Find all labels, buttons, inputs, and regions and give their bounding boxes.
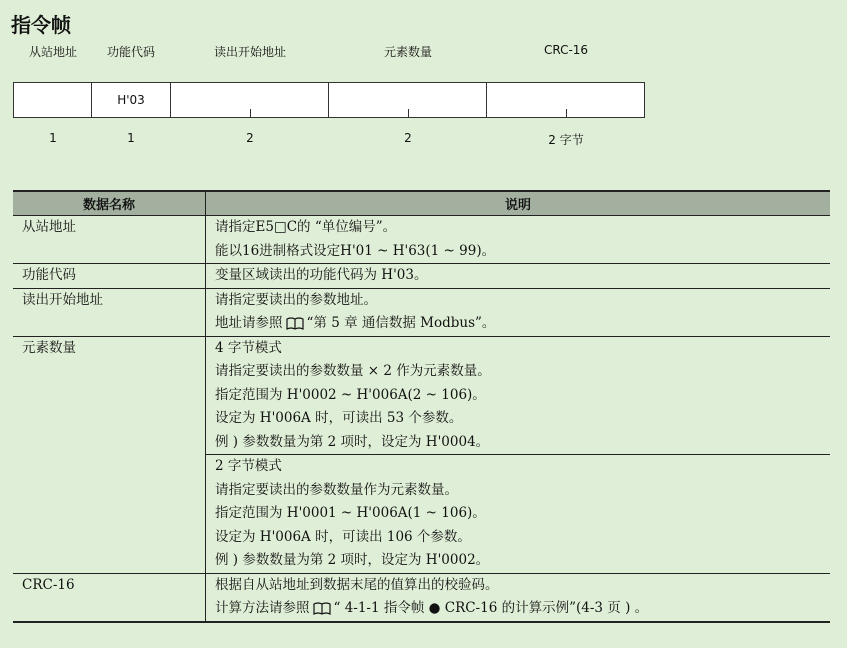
description-line: 例 ) 参数数量为第 2 项时，设定为 H'0002。: [215, 552, 490, 568]
frame-cell-start-address: [171, 83, 329, 117]
reference-link[interactable]: “ 4-1-1 指令帧 ● CRC-16 的计算示例”(4-3 页 ) 。: [333, 600, 649, 616]
frame-cell-function-code: [92, 83, 171, 117]
description-line: 指定范围为 H'0002 ~ H'006A(2 ~ 106)。: [215, 386, 486, 403]
table-row: [13, 288, 830, 336]
field-label-crc: CRC-16: [543, 43, 589, 57]
frame-cell-slave-address: [14, 83, 92, 117]
description-table: [13, 190, 830, 623]
row-description-cell: [206, 288, 831, 336]
function-code-value: H'03: [117, 93, 145, 107]
command-frame-diagram: [13, 82, 645, 118]
description-line: 例 ) 参数数量为第 2 项时，设定为 H'0004。: [215, 433, 490, 450]
field-label-function-code: 功能代码: [106, 45, 156, 59]
description-line: 变量区域读出的功能代码为 H'03。: [215, 267, 428, 283]
description-line: 能以16进制格式设定H'01 ~ H'63(1 ~ 99)。: [215, 242, 496, 259]
description-line: 设定为 H'006A 时，可读出 53 个参数。: [215, 410, 463, 426]
column-header-description: 说明: [206, 191, 831, 216]
frame-cell-crc: [487, 83, 644, 117]
book-reference-icon: [313, 602, 331, 615]
row-name: 功能代码: [22, 267, 76, 283]
table-header-row: [13, 191, 830, 216]
field-size-element-count: 2: [404, 131, 412, 145]
field-size-crc: 2 字节: [548, 133, 584, 147]
description-line: 设定为 H'006A 时，可读出 106 个参数。: [215, 528, 471, 545]
byte-divider-tick: [566, 109, 567, 117]
row-name: CRC-16: [22, 576, 75, 593]
table-row: [13, 264, 830, 289]
field-size-start-address: 2: [246, 131, 254, 145]
row-name: 从站地址: [22, 219, 76, 235]
row-name-cell: [13, 216, 206, 264]
table-row: [13, 573, 830, 622]
field-label-element-count: 元素数量: [383, 45, 433, 59]
description-line: 4 字节模式: [215, 339, 282, 356]
field-label-slave-address: 从站地址: [28, 45, 78, 59]
byte-divider-tick: [250, 109, 251, 117]
column-header-data-name: 数据名称: [13, 191, 206, 216]
description-line: 请指定E5□C的 “单位编号”。: [215, 219, 397, 235]
field-size-slave-address: 1: [49, 131, 57, 145]
description-line: 根据自从站地址到数据末尾的值算出的校验码。: [215, 576, 499, 593]
description-line: 2 字节模式: [215, 458, 282, 474]
byte-divider-tick: [408, 109, 409, 117]
page-title: 指令帧: [11, 13, 71, 37]
row-name-cell: [13, 336, 206, 573]
frame-cell-element-count: [329, 83, 487, 117]
reference-line: [215, 597, 830, 621]
table-row: [13, 336, 830, 455]
row-description-cell: [206, 216, 831, 264]
description-line: 请指定要读出的参数数量 × 2 作为元素数量。: [215, 363, 491, 379]
row-description-cell: [206, 455, 831, 574]
description-line: 指定范围为 H'0001 ~ H'006A(1 ~ 106)。: [215, 505, 486, 521]
field-size-function-code: 1: [127, 131, 135, 145]
row-description-cell: [206, 336, 831, 455]
reference-link[interactable]: “第 5 章 通信数据 Modbus”。: [306, 315, 496, 331]
description-line: 请指定要读出的参数地址。: [215, 291, 377, 308]
row-name: 元素数量: [22, 339, 76, 356]
book-reference-icon: [286, 317, 304, 330]
row-name: 读出开始地址: [22, 291, 103, 308]
field-label-start-address: 读出开始地址: [213, 45, 287, 59]
row-name-cell: [13, 573, 206, 622]
row-name-cell: [13, 264, 206, 289]
reference-prefix: 地址请参照: [215, 315, 283, 331]
table-row: [13, 216, 830, 264]
description-line: 请指定要读出的参数数量作为元素数量。: [215, 481, 458, 498]
row-description-cell: [206, 573, 831, 622]
row-name-cell: [13, 288, 206, 336]
row-description-cell: [206, 264, 831, 289]
reference-line: [215, 312, 830, 336]
reference-prefix: 计算方法请参照: [215, 600, 310, 616]
